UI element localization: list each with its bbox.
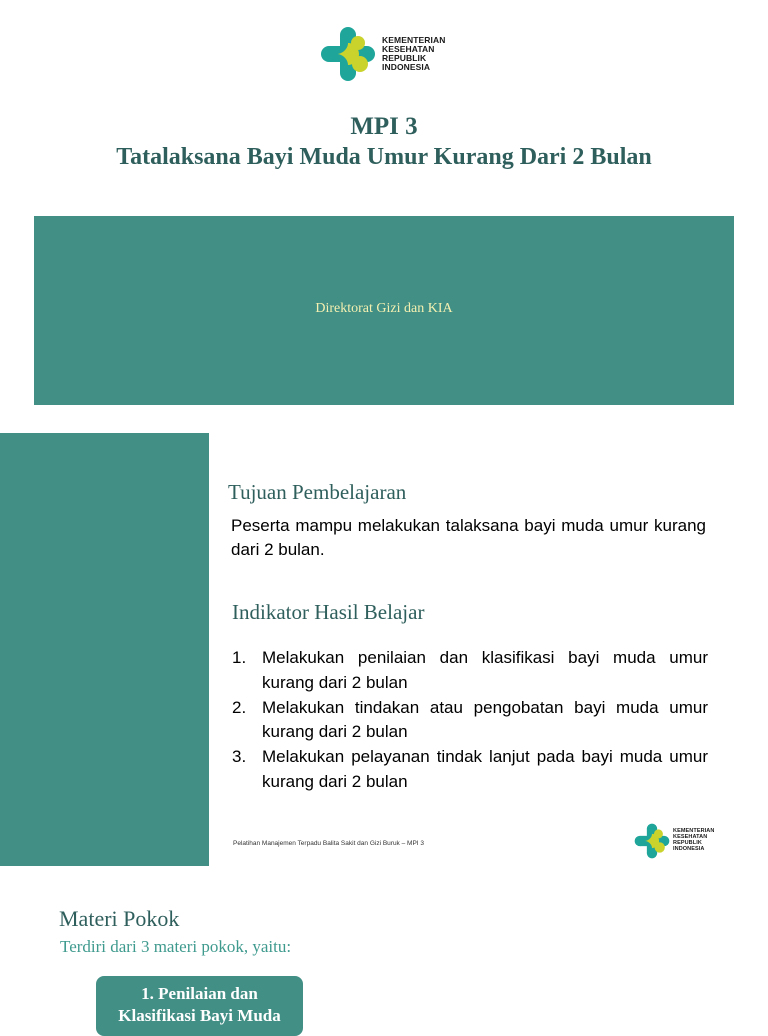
- kemenkes-emblem-icon: [634, 823, 670, 859]
- slide2-heading-tujuan: Tujuan Pembelajaran: [228, 480, 407, 504]
- list-item-text: Melakukan tindakan atau pengobatan bayi muda umur kurang dari 2 bulan: [262, 697, 708, 741]
- slide3-heading: Materi Pokok: [59, 906, 180, 931]
- slide1-title-line2: Tatalaksana Bayi Muda Umur Kurang Dari 2 Bulan: [116, 144, 652, 170]
- slide2-heading-indikator: Indikator Hasil Belajar: [232, 600, 425, 624]
- kemenkes-logo-small: [634, 823, 714, 859]
- logo-line-2: KESEHATAN: [382, 44, 435, 55]
- kemenkes-logo-top: [320, 26, 445, 82]
- logo-line-2: KESEHATAN: [673, 834, 708, 841]
- list-item: [232, 696, 708, 745]
- list-item: [232, 646, 708, 695]
- slide2-paragraph: Peserta mampu melakukan talaksana bayi muda umur kurang dari 2 bulan.: [231, 516, 706, 559]
- materi-box-line2: Klasifikasi Bayi Muda: [118, 1006, 281, 1025]
- list-item-number: 3.: [232, 747, 247, 766]
- logo-line-1: KEMENTERIAN: [382, 35, 446, 46]
- slide2-teal-panel: [0, 433, 209, 866]
- logo-line-4: INDONESIA: [382, 61, 431, 72]
- list-item-text: Melakukan pelayanan tindak lanjut pada bayi muda umur kurang dari 2 bulan: [262, 747, 708, 791]
- slide2-footer-text: Pelatihan Manajemen Terpadu Balita Sakit dan Gizi Buruk – MPI 3: [233, 840, 425, 847]
- logo-line-1: KEMENTERIAN: [673, 828, 715, 835]
- kemenkes-emblem-icon: [320, 26, 376, 82]
- logo-text: [382, 36, 445, 72]
- materi-box-1: [96, 976, 303, 1036]
- slide1-title-line1: MPI 3: [350, 113, 418, 140]
- slide1-title: [0, 112, 768, 172]
- logo-line-3: REPUBLIK: [673, 840, 702, 846]
- list-item-text: Melakukan penilaian dan klasifikasi bayi muda umur kurang dari 2 bulan: [262, 648, 708, 692]
- list-item-number: 2.: [232, 697, 247, 717]
- slide3-subheading: Terdiri dari 3 materi pokok, yaitu:: [60, 937, 292, 956]
- slide1-band-text: Direktorat Gizi dan KIA: [315, 301, 453, 316]
- slide2-indicator-list: [232, 646, 708, 795]
- logo-line-4: INDONESIA: [673, 845, 705, 852]
- list-item: [232, 745, 708, 794]
- materi-box-line1: 1. Penilaian dan: [141, 984, 258, 1003]
- logo-text: [673, 829, 714, 852]
- list-item-number: 1.: [232, 648, 247, 667]
- logo-line-3: REPUBLIK: [382, 53, 427, 63]
